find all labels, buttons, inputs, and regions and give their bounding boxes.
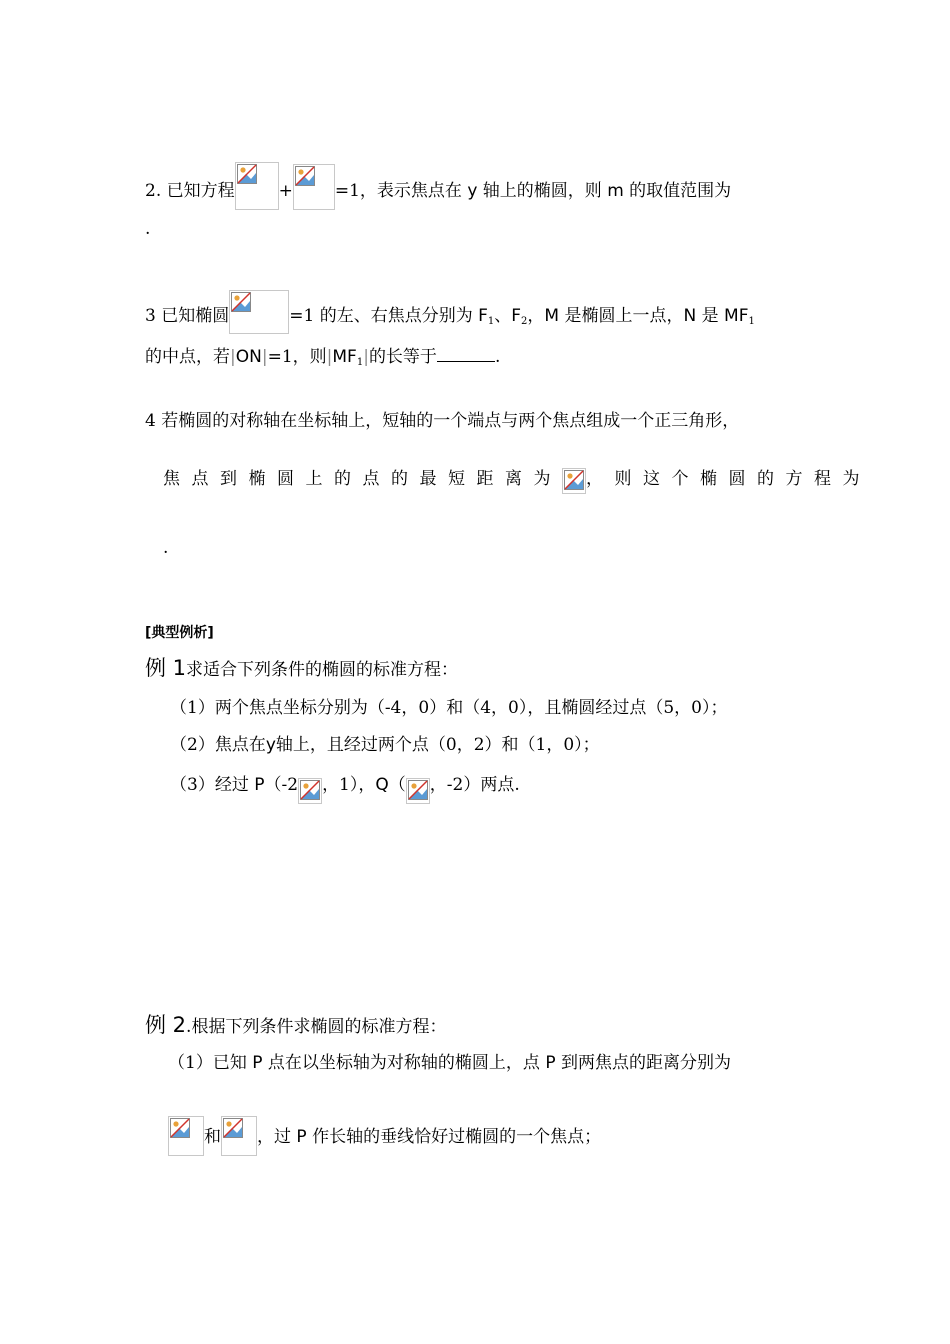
example-1-item-1: （1）两个焦点坐标分别为（-4，0）和（4，0），且椭圆经过点（5，0）； xyxy=(170,698,728,718)
example-2-title: 例 2.根据下列条件求椭圆的标准方程： xyxy=(145,1013,447,1037)
question-3-line-2: 的中点，若|ON|=1，则$|MF_1|$的长等于 . xyxy=(145,347,501,368)
question-2-line-1: 2. 已知方程 + =1，表示焦点在 y 轴上的椭圆，则 m 的取值范围为 xyxy=(145,162,731,210)
answer-blank xyxy=(437,345,495,362)
question-2-end: . xyxy=(145,219,151,239)
broken-image-icon xyxy=(562,468,586,494)
example-1-title: 例 1求适合下列条件的椭圆的标准方程： xyxy=(145,656,459,680)
broken-image-icon xyxy=(235,162,279,210)
question-4-line-1: 4 若椭圆的对称轴在坐标轴上，短轴的一个端点与两个焦点组成一个正三角形， xyxy=(145,411,740,431)
example-1-item-2: （2）焦点在y轴上，且经过两个点（0，2）和（1，0）； xyxy=(170,735,600,755)
broken-image-icon xyxy=(298,778,322,804)
question-4-end: . xyxy=(163,538,169,558)
broken-image-icon xyxy=(293,164,335,210)
broken-image-icon xyxy=(229,290,289,334)
broken-image-icon xyxy=(168,1116,204,1156)
example-1-item-3: （3）经过 P（-2 ，1），Q（ ，-2）两点. xyxy=(170,774,520,804)
question-4-line-2: 焦点到椭圆上的点的最短距离为 ，则这个椭圆的方程为 xyxy=(163,468,871,494)
broken-image-icon xyxy=(406,778,430,804)
broken-image-icon xyxy=(221,1116,257,1156)
example-2-item-1-line-1: （1）已知 P 点在以坐标轴为对称轴的椭圆上，点 P 到两焦点的距离分别为 xyxy=(168,1053,731,1073)
section-heading: [典型例析] xyxy=(145,625,214,641)
example-2-item-1-line-2: 和 ，过 P 作长轴的垂线恰好过椭圆的一个焦点； xyxy=(168,1116,601,1156)
question-3-line-1: 3 已知椭圆 =1 的左、右焦点分别为 $F_1$、$F_2$，M 是椭圆上一点，N 是 $MF_1$ xyxy=(145,290,755,334)
